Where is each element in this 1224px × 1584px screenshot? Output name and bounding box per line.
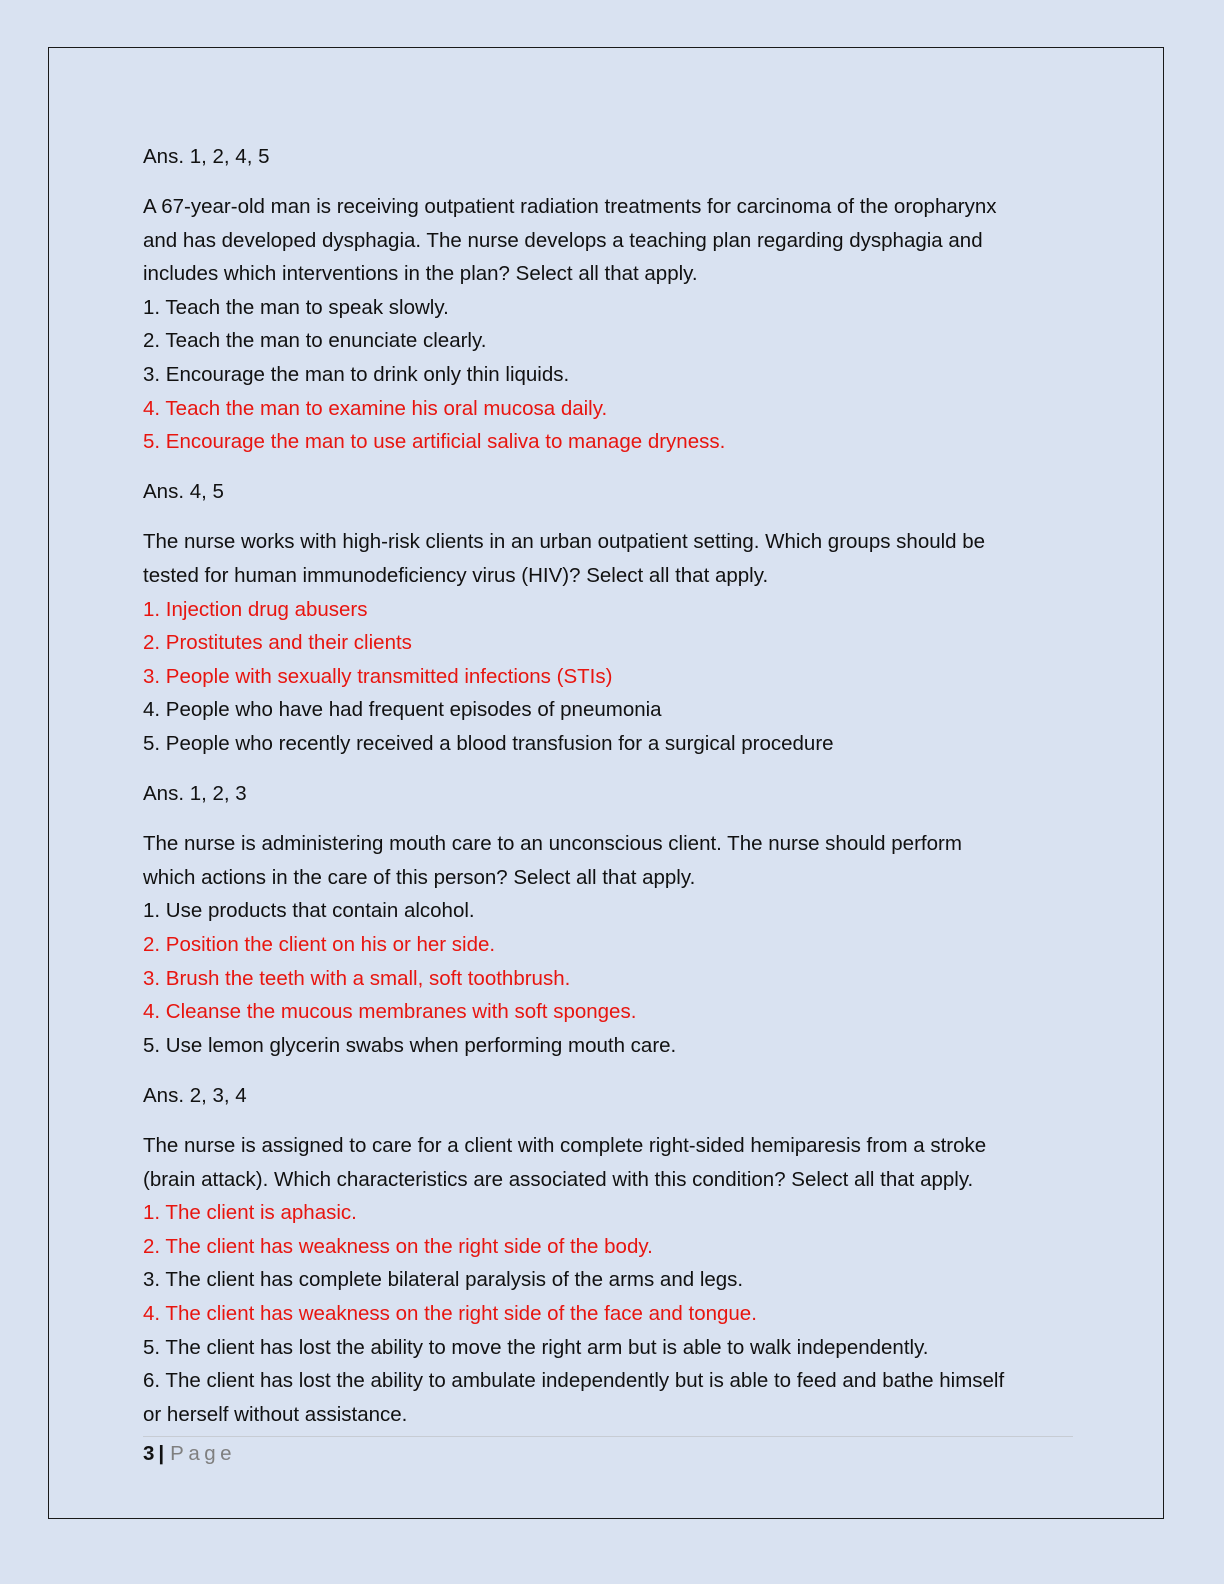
document-body (143, 140, 1083, 1431)
answer-option-correct: 2. The client has weakness on the right side of the body. (143, 1234, 653, 1258)
answer-option: 6. The client has lost the ability to ambulate independently but is able to feed and bathe himself (143, 1369, 1005, 1393)
question-text: (brain attack). Which characteristics are associated with this condition? Select all that apply. (143, 1167, 974, 1191)
answer-option-continuation: or herself without assistance. (143, 1402, 408, 1426)
question-block (143, 1129, 1083, 1431)
footer-divider (143, 1436, 1073, 1437)
answer-option-correct: 4. Cleanse the mucous membranes with soft sponges. (143, 1000, 637, 1024)
question-text: includes which interventions in the plan? Select all that apply. (143, 262, 698, 286)
answer-option: 3. Encourage the man to drink only thin liquids. (143, 363, 570, 387)
answer-option: 5. Use lemon glycerin swabs when performing mouth care. (143, 1033, 677, 1057)
answer-option: 2. Teach the man to enunciate clearly. (143, 329, 487, 353)
answer-option-correct: 3. Brush the teeth with a small, soft toothbrush. (143, 966, 571, 990)
answer-option: 3. The client has complete bilateral paralysis of the arms and legs. (143, 1268, 744, 1292)
page-footer (143, 1440, 236, 1468)
answer-option: 5. The client has lost the ability to move the right arm but is able to walk independently. (143, 1335, 929, 1359)
answer-option-correct: 4. The client has weakness on the right side of the face and tongue. (143, 1301, 757, 1325)
answer-key: Ans. 1, 2, 4, 5 (143, 145, 270, 168)
answer-option-correct: 2. Position the client on his or her side. (143, 932, 496, 956)
page-label: Page (170, 1442, 237, 1465)
answer-option-correct: 1. Injection drug abusers (143, 597, 368, 621)
question-text: which actions in the care of this person? Select all that apply. (143, 865, 696, 889)
question-block (143, 827, 1083, 1062)
footer-separator: | (158, 1442, 165, 1465)
question-text: The nurse works with high-risk clients in an urban outpatient setting. Which groups should be (143, 530, 986, 554)
question-text: The nurse is assigned to care for a client with complete right-sided hemiparesis from a stroke (143, 1133, 987, 1157)
answer-key: Ans. 1, 2, 3 (143, 782, 247, 806)
answer-option-correct: 4. Teach the man to examine his oral mucosa daily. (143, 396, 608, 420)
answer-option-correct: 3. People with sexually transmitted infections (STIs) (143, 664, 613, 688)
answer-option: 1. Teach the man to speak slowly. (143, 295, 449, 319)
answer-option-correct: 1. The client is aphasic. (143, 1201, 357, 1225)
answer-option: 4. People who have had frequent episodes of pneumonia (143, 698, 662, 722)
question-text: tested for human immunodeficiency virus (HIV)? Select all that apply. (143, 564, 769, 588)
page-number: 3 (143, 1442, 155, 1465)
question-block (143, 525, 1083, 760)
answer-option-correct: 5. Encourage the man to use artificial saliva to manage dryness. (143, 430, 726, 454)
answer-option-correct: 2. Prostitutes and their clients (143, 631, 412, 655)
answer-option: 5. People who recently received a blood transfusion for a surgical procedure (143, 732, 834, 755)
answer-option: 1. Use products that contain alcohol. (143, 899, 475, 923)
question-text: A 67-year-old man is receiving outpatient radiation treatments for carcinoma of the oropharynx (143, 195, 997, 219)
question-text: The nurse is administering mouth care to an unconscious client. The nurse should perform (143, 832, 962, 856)
question-text: and has developed dysphagia. The nurse develops a teaching plan regarding dysphagia and (143, 228, 983, 252)
question-block (143, 190, 1083, 459)
answer-key: Ans. 2, 3, 4 (143, 1083, 247, 1107)
answer-key: Ans. 4, 5 (143, 480, 224, 504)
